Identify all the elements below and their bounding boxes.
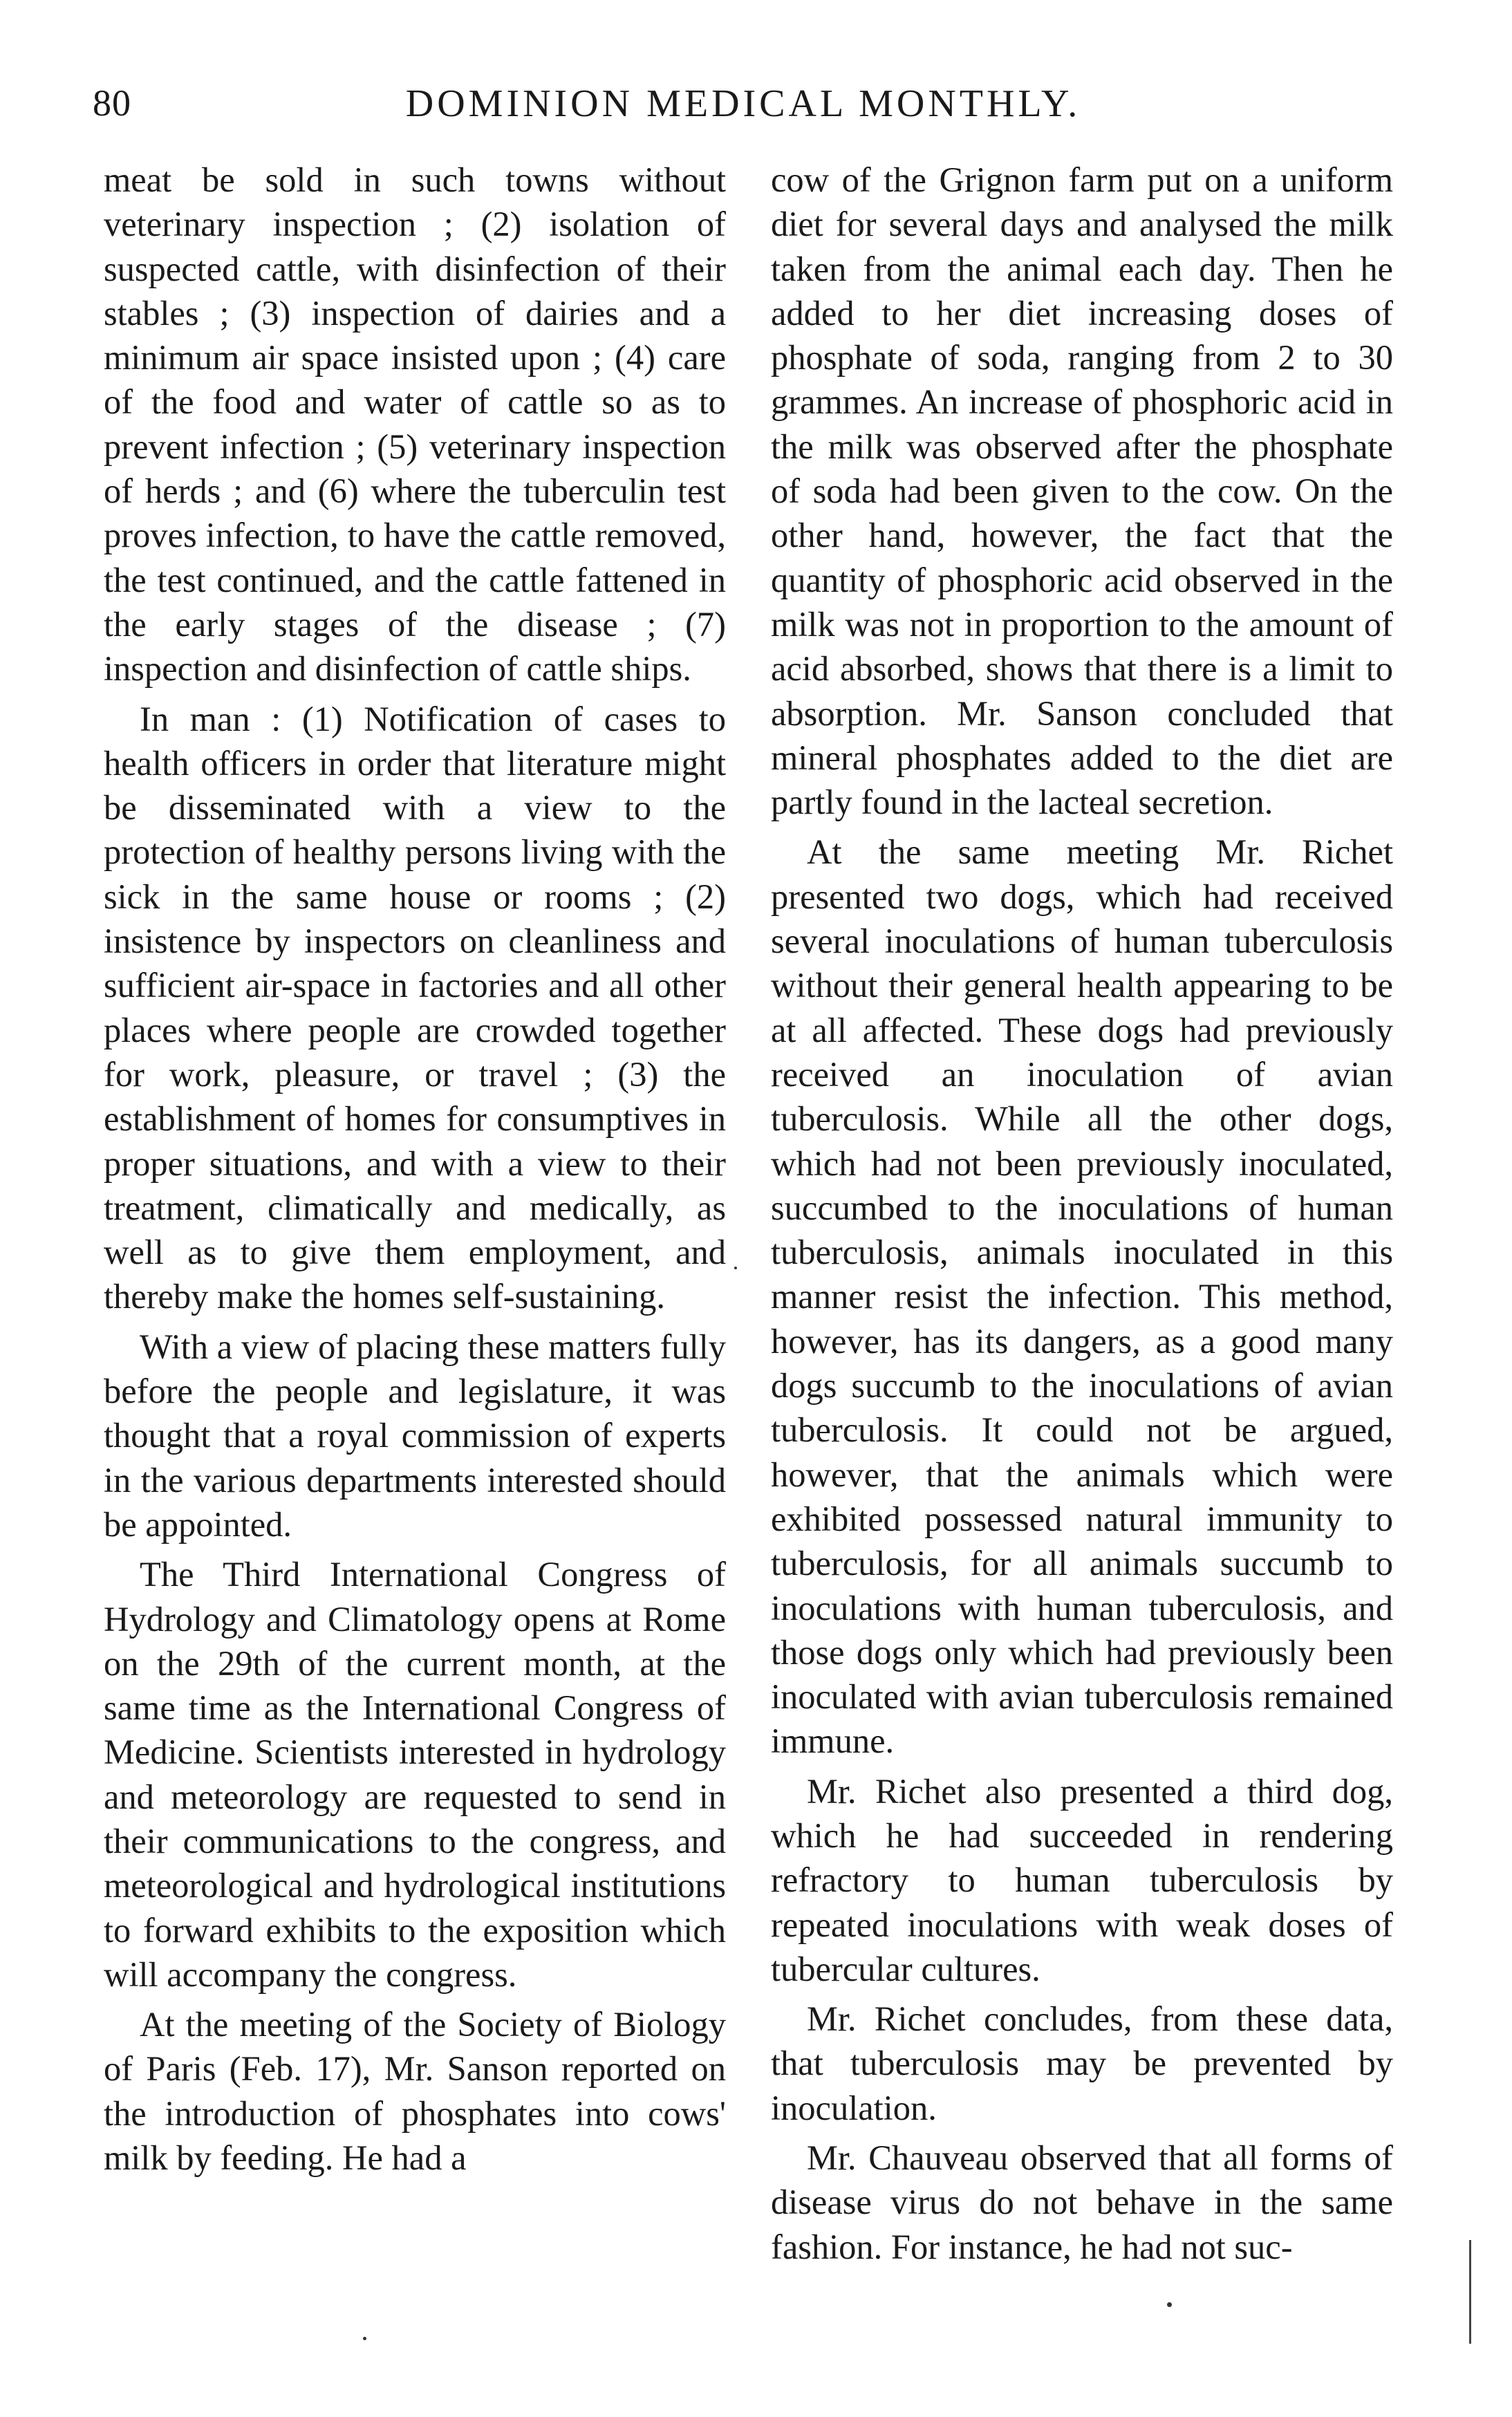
scan-edge-mark <box>1469 2240 1471 2344</box>
right-column <box>771 158 1393 2275</box>
paragraph: meat be sold in such towns without veterinary inspection ; (2) isolation of suspected cattle, with disinfection of their stables ; (3) inspection of dairies and a minimum air space insisted upon ; (4) care of the food and water of cattle so as to prevent infection ; (5) veterinary inspection of herds ; and (6) where the tuberculin test proves infection, to have the cattle removed, the test continued, and the cattle fattened in the early stages of the disease ; (7) inspection and disinfection of cattle ships. <box>104 160 726 689</box>
paragraph: Mr. Chauveau observed that all forms of disease virus do not behave in the same fashion. For instance, he had not suc- <box>771 2138 1393 2266</box>
paragraph: The Third International Congress of Hydrology and Climatology opens at Rome on the 29th of the current month, at the same time as the International Congress of Medicine. Scientists interested in hydrology and meteorology are requested to send in their communications to the congress, and meteorological and hydrological institutions to forward exhibits to the exposition which will accompany the congress. <box>104 1555 726 1994</box>
paragraph: At the same meeting Mr. Richet presented two dogs, which had received several inoculations of human tuberculosis without their general health appearing to be at all affected. These dogs had previously received an inoculation of avian tuberculosis. While all the other dogs, which had not been previously inoculated, succumbed to the inoculations of human tuberculosis, animals inoculated in this manner resist the infection. This method, however, has its dangers, as a good many dogs succumb to the inoculations of avian tuberculosis. It could not be argued, however, that the animals which were exhibited possessed natural immunity to tuberculosis, for all animals succumb to inoculations with human tuberculosis, and those dogs only which had previously been inoculated with avian tuberculosis remained immune. <box>771 832 1393 1761</box>
running-head: DOMINION MEDICAL MONTHLY. <box>405 82 1081 125</box>
paragraph: In man : (1) Notification of cases to health officers in order that literature might be disseminated with a view to the protection of healthy persons living with the sick in the same house or rooms ; (2) insistence by inspectors on cleanliness and sufficient air-space in factories and all other places where people are crowded together for work, pleasure, or travel ; (3) the establishment of homes for consumptives in proper situations, and with a view to their treatment, climatically and medically, as well as to give them employment, and thereby make the homes self-sustaining. <box>104 699 726 1316</box>
scan-speck <box>734 1267 737 1269</box>
paragraph: Mr. Richet concludes, from these data, that tuberculosis may be prevented by inoculation. <box>771 1999 1393 2127</box>
paragraph: Mr. Richet also presented a third dog, which he had succeeded in rendering refractory to human tuberculosis by repeated inoculations with weak doses of tubercular cultures. <box>771 1771 1393 1988</box>
page-number: 80 <box>93 82 131 124</box>
paragraph: cow of the Grignon farm put on a uniform diet for several days and analysed the milk taken from the animal each day. Then he added to her diet increasing doses of phosphate of soda, ranging from 2 to 30 grammes. An increase of phosphoric acid in the milk was observed after the phosphate of soda had been given to the cow. On the other hand, however, the fact that the quantity of phosphoric acid observed in the milk was not in proportion to the amount of acid absorbed, shows that there is a limit to absorption. Mr. Sanson concluded that mineral phosphates added to the diet are partly found in the lacteal secretion. <box>771 160 1393 822</box>
scan-speck <box>1167 2302 1172 2307</box>
page-header <box>76 82 1410 137</box>
scan-speck <box>363 2337 366 2340</box>
paragraph: With a view of placing these matters fully before the people and legislature, it was thought that a royal commission of experts in the various departments interested should be appointed. <box>104 1327 726 1544</box>
left-column <box>104 158 726 2185</box>
paragraph: At the meeting of the Society of Biology of Paris (Feb. 17), Mr. Sanson reported on the introduction of phosphates into cows' milk by feeding. He had a <box>104 2005 726 2178</box>
